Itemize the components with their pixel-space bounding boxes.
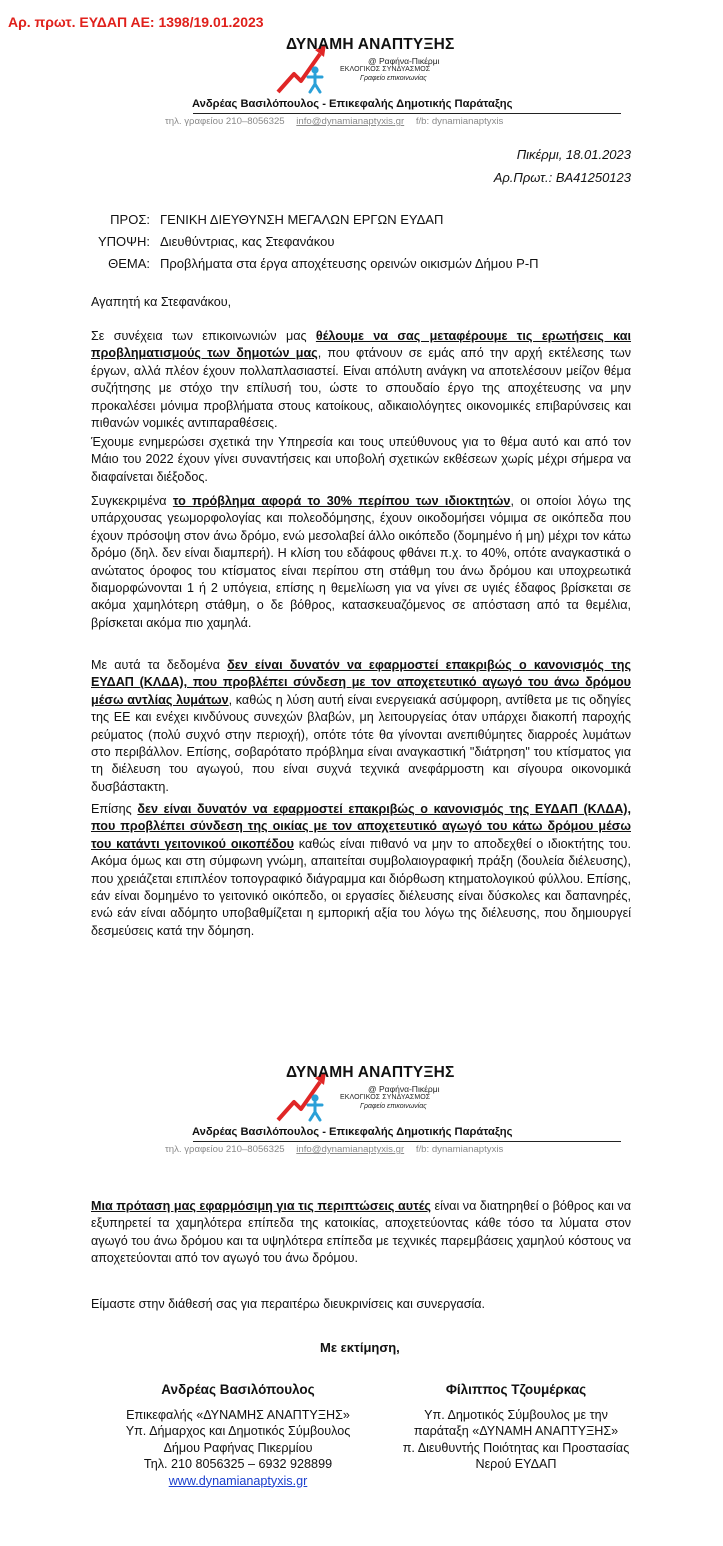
letterhead-head: Ανδρέας Βασιλόπουλος - Επικεφαλής Δημοτικής Παράταξης bbox=[192, 98, 513, 110]
signatory-1 bbox=[90, 1382, 386, 1489]
letterhead-contacts bbox=[165, 116, 503, 127]
office-phone: τηλ. γραφείου 210–8056325 bbox=[165, 116, 285, 127]
signatory-1-name: Ανδρέας Βασιλόπουλος bbox=[161, 1382, 315, 1397]
letterhead-rule bbox=[193, 113, 621, 114]
attn-label: ΥΠΟΨΗ: bbox=[97, 234, 150, 249]
signatory-1-line: Υπ. Δήμαρχος και Δημοτικός Σύμβουλος bbox=[125, 1424, 351, 1438]
paragraph-1: Σε συνέχεια των επικοινωνιών μας θέλουμε να σας μεταφέρουμε τις ερωτήσεις και προβληματισμούς των δημοτών μας, που φτάνουν σε εμάς από την αρχή εκτέλεσης των έργων, αλλά πλέον έχουν πολλαπλασιαστεί. Είναι απόλυτη ανάγκη να αποτελέσουν μείζον θέμα συζήτησης με στόχο την επίλυσή του, ώστε το σπουδαίο έργο της αποχέτευσης να μην προκαλέσει μόνιμα προβλήματα στους κατοίκους, αδικαιολόγητες οικονομικές επιβαρύνσεις και πιθανών νομικές αντιπαραθέσεις. bbox=[91, 329, 632, 431]
paragraph-7: Είμαστε στην διάθεσή σας για περαιτέρω διευκρινίσεις και συνεργασία. bbox=[91, 1297, 486, 1311]
subject-value: Προβλήματα στα έργα αποχέτευσης ορεινών οικισμών Δήμου Ρ-Π bbox=[160, 256, 539, 271]
letter-date: Πικέρμι, 18.01.2023 bbox=[516, 147, 631, 162]
letterhead-rule bbox=[193, 1141, 621, 1142]
signatory-2-line: παράταξη «ΔΥΝΑΜΗ ΑΝΑΠΤΥΞΗΣ» bbox=[413, 1424, 619, 1438]
signatory-2-line: π. Διευθυντής Ποιότητας και Προστασίας bbox=[402, 1440, 630, 1455]
letterhead-second bbox=[0, 1062, 723, 1174]
office-email-link[interactable]: info@dynamianaptyxis.gr bbox=[296, 1144, 405, 1155]
signatory-2-line: Νερού ΕΥΔΑΠ bbox=[475, 1457, 557, 1471]
paragraph-2: Έχουμε ενημερώσει σχετικά την Υπηρεσία και τους υπεύθυνους για το θέμα αυτό και από τον Μάιο του 2022 έχουν γίνει συναντήσεις και υποβολή σχετικών εκθέσεων χωρίς μέχρι σήμερα να διαφαίνεται διέξοδος. bbox=[91, 435, 631, 484]
attn-value: Διευθύντριας, κας Στεφανάκου bbox=[160, 234, 335, 249]
paragraph-6: Μια πρόταση μας εφαρμόσιμη για τις περιπτώσεις αυτές είναι να διατηρηθεί ο βόθρος και να εξυπηρετεί τα χαμηλότερα επίπεδα της κατοικίας, αποχετεύοντας κάθε τόσο τα λύματα στον αγωγό του άνω δρόμου και τα υψηλότερα επίπεδα με τεχνικές παρεμβάσεις χαμηλού κόστους να αποχετεύονται από τον αγωγό του άνω δρόμου. bbox=[91, 1199, 631, 1266]
signatory-2 bbox=[368, 1382, 664, 1473]
paragraph-4: Με αυτά τα δεδομένα δεν είναι δυνατόν να εφαρμοστεί επακριβώς ο κανονισμός της ΕΥΔΑΠ (ΚΛΔΑ), που προβλέπει σύνδεση με τον αποχετευτικό αγωγό του άνω δρόμου μέσω αντλίας λυμάτων, καθώς η λύση αυτή είναι ενεργειακά ασύμφορη, αντίθετα με τις οδηγίες της ΕΕ και ενέχει κινδύνους συνεχών βλαβών, μη λειτουργείας όταν υπάρχει διακοπή παροχής ρεύματος (πολύ συχνό στην περιοχή), οπότε τότε θα γίνονται ανεπιθύμητες διαρροές λυμάτων στο περιβάλλον. Επίσης, σοβαρότατο πρόβλημα είναι αναγκαστική "διάτρηση" του κτίσματος για τη διέλευση του αγωγού, που είναι συχνά τεχνικά ανεφάρμοστη και σίγουρα οικονομικά δυσβάστακτη. bbox=[91, 658, 631, 794]
brand-coalition: ΕΚΛΟΓΙΚΟΣ ΣΥΝΔΥΑΣΜΟΣ bbox=[340, 66, 431, 73]
brand-place: @ Ραφήνα-Πικέρμι bbox=[368, 1084, 440, 1094]
brand-office: Γραφείο επικοινωνίας bbox=[360, 1103, 427, 1110]
paragraph-5: Επίσης δεν είναι δυνατόν να εφαρμοστεί επακριβώς ο κανονισμός της ΕΥΔΑΠ (ΚΛΔΑ), που προβλέπει σύνδεση της οικίας με τον αποχετευτικό αγωγό του κάτω δρόμου μέσω του κατάντι γειτονικού οικοπέδου καθώς είναι πιθανό να μην το αποδεχθεί ο ιδιοκτήτης του. Ακόμα όμως και στη σύμφωνη γνώμη, απαιτείται συμβολαιογραφική πράξη (δουλεία διέλευσης), που χρειάζεται επιπλέον τοπογραφικό διάγραμμα και διόρθωση κτηματολογικού φύλλου. Επίσης, εάν είναι δομημένο το γειτονικό οικόπεδο, οι εργασίες διέλευσης είναι δύσκολες και δαπανηρές, ενώ εάν είναι αδόμητο υποβαθμίζεται η εμπορική αξία του λόγω της διέλευσης, που δημιουργεί δεσμεύσεις κατά την δόμηση. bbox=[91, 802, 631, 938]
to-label: ΠΡΟΣ: bbox=[110, 212, 150, 227]
brand-office: Γραφείο επικοινωνίας bbox=[360, 75, 427, 82]
signatory-1-line: Τηλ. 210 8056325 – 6932 928899 bbox=[143, 1457, 333, 1471]
brand-place: @ Ραφήνα-Πικέρμι bbox=[368, 56, 440, 66]
office-email-link[interactable]: info@dynamianaptyxis.gr bbox=[296, 116, 405, 127]
office-phone: τηλ. γραφείου 210–8056325 bbox=[165, 1144, 285, 1155]
brand-name: ΔΥΝΑΜΗ ΑΝΑΠΤΥΞΗΣ bbox=[286, 36, 455, 53]
facebook-handle: f/b: dynamianaptyxis bbox=[415, 1144, 504, 1155]
signatory-1-line: Επικεφαλής «ΔΥΝΑΜΗΣ ΑΝΑΠΤΥΞΗΣ» bbox=[126, 1407, 350, 1422]
salutation: Αγαπητή κα Στεφανάκου, bbox=[91, 295, 232, 309]
letter-protocol: Αρ.Πρωτ.: ΒΑ41250123 bbox=[493, 170, 631, 185]
website-link[interactable]: www.dynamianaptyxis.gr bbox=[168, 1473, 308, 1488]
signatory-2-line: Υπ. Δημοτικός Σύμβουλος με την bbox=[424, 1407, 608, 1422]
brand-name: ΔΥΝΑΜΗ ΑΝΑΠΤΥΞΗΣ bbox=[286, 1064, 455, 1081]
protocol-stamp: Αρ. πρωτ. ΕΥΔΑΠ ΑΕ: 1398/19.01.2023 bbox=[8, 14, 264, 30]
signatory-1-line: Δήμου Ραφήνας Πικερμίου bbox=[163, 1440, 313, 1455]
subject-label: ΘΕΜΑ: bbox=[108, 256, 150, 271]
facebook-handle: f/b: dynamianaptyxis bbox=[415, 116, 504, 127]
closing-phrase: Με εκτίμηση, bbox=[320, 1340, 400, 1355]
letterhead-contacts bbox=[165, 1144, 503, 1155]
letterhead-top bbox=[0, 34, 723, 146]
signatory-2-name: Φίλιππος Τζουμέρκας bbox=[445, 1382, 587, 1397]
paragraph-3: Συγκεκριμένα το πρόβλημα αφορά το 30% περίπου των ιδιοκτητών, οι οποίοι λόγω της υπάρχουσας γεωμορφολογίας και πολεοδόμησης, έχουν οικοδομήσει νόμιμα σε οικόπεδα που έχουν πρόσοψη στον άνω δρόμο, ενώ μεσολαβεί άλλο οικόπεδο (δομημένο ή μη) μέχρι τον κάτω δρόμο (δηλ. δεν είναι διαμπερή). Η κλίση του εδάφους φθάνει π.χ. το 40%, οπότε αναγκαστικά ο ανώτατος όροφος του κτίσματος είναι περίπου στη στάθμη του άνω δρόμου και υποχρεωτικά διαμορφώνονται 1 ή 2 υπόγεια, επίσης η θεμελίωση για να γίνει σε υγιές έδαφος βρίσκεται σε ακόμα χαμηλότερη στάθμη, ο δε βόθρος, κατασκευαζόμενος σε απόσταση από τα θεμέλια, βρίσκεται ακόμα πιο χαμηλά. bbox=[91, 494, 631, 630]
letterhead-head: Ανδρέας Βασιλόπουλος - Επικεφαλής Δημοτικής Παράταξης bbox=[192, 1126, 513, 1138]
brand-coalition: ΕΚΛΟΓΙΚΟΣ ΣΥΝΔΥΑΣΜΟΣ bbox=[340, 1094, 431, 1101]
to-value: ΓΕΝΙΚΗ ΔΙΕΥΘΥΝΣΗ ΜΕΓΑΛΩΝ ΕΡΓΩΝ ΕΥΔΑΠ bbox=[160, 212, 444, 227]
